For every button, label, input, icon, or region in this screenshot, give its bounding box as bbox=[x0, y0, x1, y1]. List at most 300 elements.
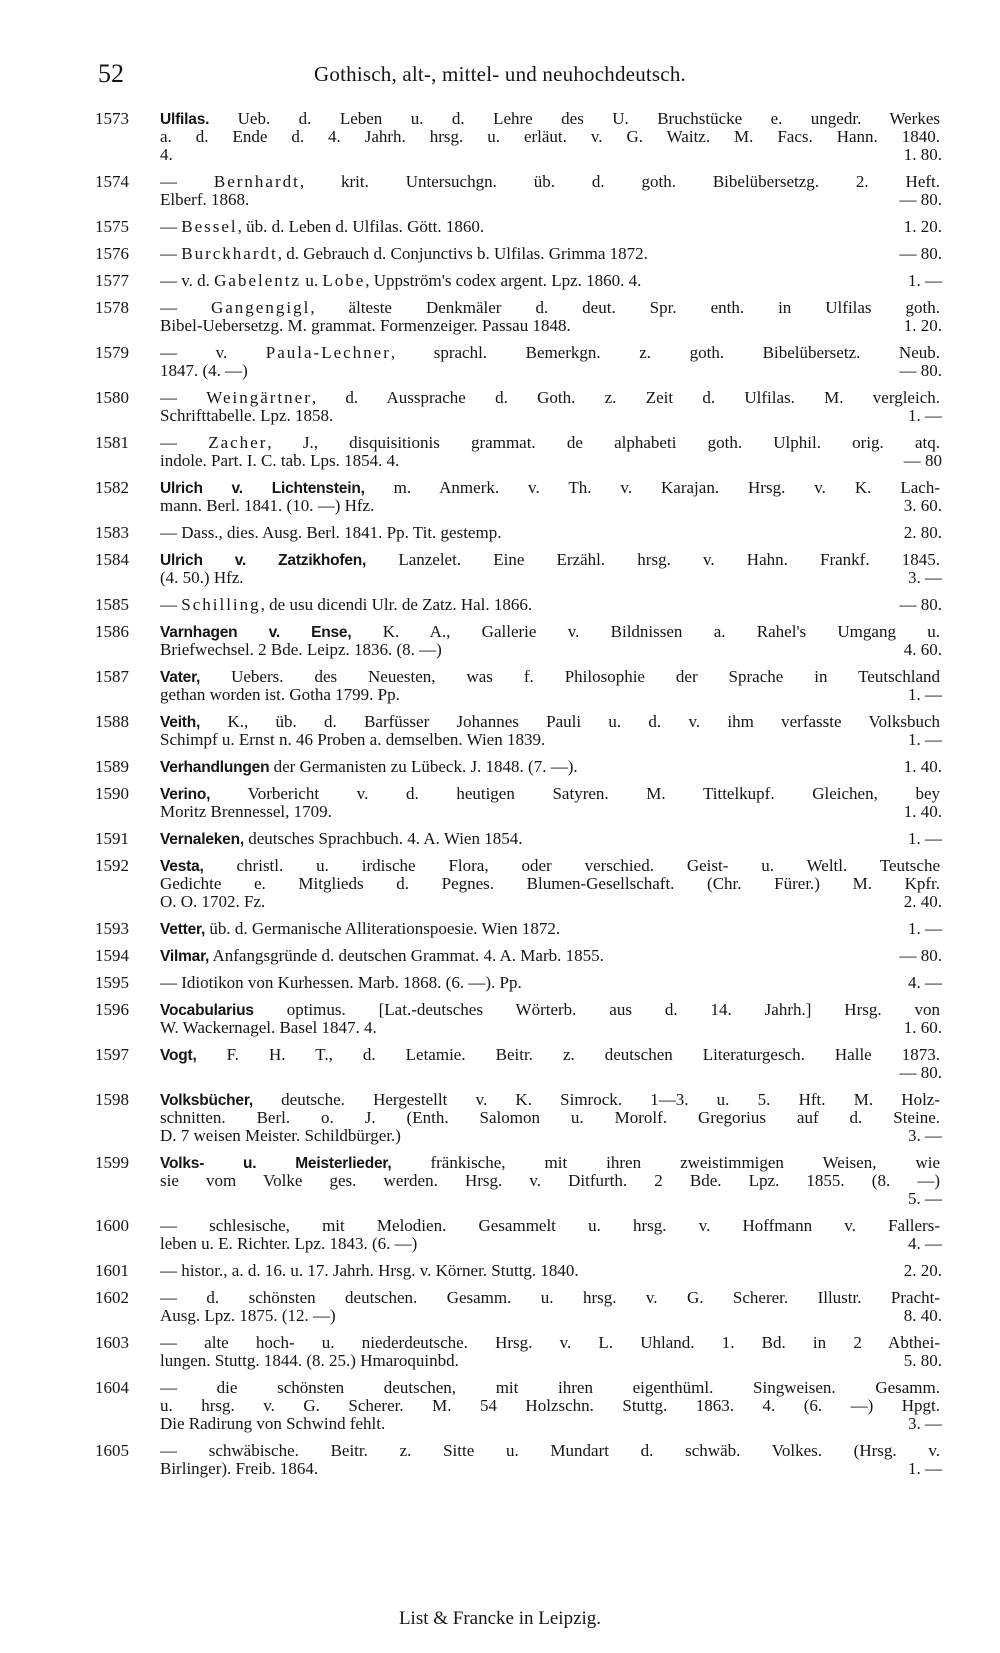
entry-text bbox=[160, 758, 860, 776]
entry-text bbox=[160, 731, 860, 749]
catalog-entry bbox=[0, 830, 1000, 848]
entry-number: 1604 bbox=[95, 1379, 129, 1397]
entry-number: 1591 bbox=[95, 830, 129, 848]
entry-price: 1. 80. bbox=[903, 146, 942, 164]
entry-text bbox=[160, 830, 860, 848]
entry-price: 1. 40. bbox=[903, 803, 942, 821]
entry-text-run: — bbox=[160, 596, 182, 614]
entry-number: 1592 bbox=[95, 857, 129, 875]
catalog-entry bbox=[0, 668, 1000, 704]
catalog-entry bbox=[0, 1154, 1000, 1208]
entry-text bbox=[160, 1127, 860, 1145]
page-number: 52 bbox=[98, 59, 124, 88]
entry-number: 1589 bbox=[95, 758, 129, 776]
entry-text bbox=[160, 1334, 940, 1352]
entry-line bbox=[0, 686, 1000, 704]
entry-text-run: Briefwechsel. 2 Bde. Leipz. 1836. (8. —) bbox=[160, 641, 442, 659]
entry-text-run: , d. Gebrauch d. Conjunctivs b. Ulfilas. Grimma 1872. bbox=[277, 245, 648, 263]
entry-price: — 80 bbox=[903, 452, 942, 470]
catalog-entry bbox=[0, 1046, 1000, 1082]
entry-keyword: Vogt, bbox=[160, 1047, 197, 1064]
entry-price: 3. — bbox=[908, 569, 942, 587]
entry-line bbox=[0, 1001, 1000, 1019]
entry-text-run: , älteste Denkmäler d. deut. Spr. enth. in Ulfilas goth. bbox=[310, 299, 940, 317]
catalog-entry bbox=[0, 479, 1000, 515]
entry-line bbox=[0, 713, 1000, 731]
entry-number: 1601 bbox=[95, 1262, 129, 1280]
entry-line bbox=[0, 1064, 1000, 1082]
entry-text bbox=[160, 686, 860, 704]
catalog-entry bbox=[0, 920, 1000, 938]
entry-line bbox=[0, 668, 1000, 686]
entry-text-run: 4. bbox=[160, 146, 173, 164]
entry-text bbox=[160, 173, 940, 191]
entry-line bbox=[0, 1397, 1000, 1415]
entry-line bbox=[0, 1460, 1000, 1478]
entry-text bbox=[160, 110, 940, 128]
entry-text-run: — Dass., dies. Ausg. Berl. 1841. Pp. Tit. gestemp. bbox=[160, 524, 502, 542]
catalog-entry bbox=[0, 344, 1000, 380]
entry-text-run: , krit. Untersuchgn. üb. d. goth. Bibelübersetzg. 2. Heft. bbox=[299, 173, 940, 191]
entry-line bbox=[0, 191, 1000, 209]
entry-text-run: Moritz Brennessel, 1709. bbox=[160, 803, 332, 821]
entry-text bbox=[160, 1235, 860, 1253]
entry-text bbox=[160, 1001, 940, 1019]
entry-text-run: K. A., Gallerie v. Bildnissen a. Rahel's Umgang u. bbox=[351, 623, 940, 641]
entry-line bbox=[0, 1019, 1000, 1037]
entry-keyword: Vesta, bbox=[160, 858, 204, 875]
entry-price: 1. 20. bbox=[903, 317, 942, 335]
entry-line bbox=[0, 389, 1000, 407]
entry-line bbox=[0, 1415, 1000, 1433]
entry-price: 1. 60. bbox=[903, 1019, 942, 1037]
entry-text-run: optimus. [Lat.-deutsches Wörterb. aus d. 14. Jahrh.] Hrsg. von bbox=[253, 1001, 940, 1019]
catalog-entry bbox=[0, 245, 1000, 263]
catalog-entry bbox=[0, 1262, 1000, 1280]
entry-number: 1600 bbox=[95, 1217, 129, 1235]
entry-keyword: Verhandlungen bbox=[160, 759, 270, 776]
catalog-entry bbox=[0, 596, 1000, 614]
entry-text bbox=[160, 1442, 940, 1460]
entry-number: 1585 bbox=[95, 596, 129, 614]
entry-number: 1596 bbox=[95, 1001, 129, 1019]
author-name: Gangengigl bbox=[210, 299, 311, 317]
entry-line bbox=[0, 947, 1000, 965]
entry-text-run: m. Anmerk. v. Th. v. Karajan. Hrsg. v. K. Lach- bbox=[364, 479, 940, 497]
entry-text-run: sie vom Volke ges. werden. Hrsg. v. Ditfurth. 2 Bde. Lpz. 1855. (8. —) bbox=[160, 1172, 940, 1190]
entry-line bbox=[0, 1190, 1000, 1208]
entry-text bbox=[160, 362, 860, 380]
entry-line bbox=[0, 434, 1000, 452]
entry-line bbox=[0, 524, 1000, 542]
author-name: Bernhardt bbox=[213, 173, 300, 191]
entry-line bbox=[0, 1046, 1000, 1064]
catalog-entry bbox=[0, 389, 1000, 425]
entry-text bbox=[160, 1352, 860, 1370]
entry-text bbox=[160, 389, 940, 407]
entry-text-run: , J., disquisitionis grammat. de alphabeti goth. Ulphil. orig. atq. bbox=[267, 434, 940, 452]
entry-price: 3. 60. bbox=[903, 497, 942, 515]
entry-number: 1582 bbox=[95, 479, 129, 497]
catalog-entry bbox=[0, 299, 1000, 335]
entry-text-run: a. d. Ende d. 4. Jahrh. hrsg. u. erläut. v. G. Waitz. M. Facs. Hann. 1840. bbox=[160, 128, 940, 146]
entry-price: 1. 20. bbox=[903, 218, 942, 236]
catalog-entry bbox=[0, 218, 1000, 236]
entry-line bbox=[0, 218, 1000, 236]
entry-line bbox=[0, 479, 1000, 497]
entry-text bbox=[160, 713, 940, 731]
entry-keyword: Vilmar, bbox=[160, 948, 210, 965]
entry-price: — 80. bbox=[899, 362, 942, 380]
entry-text-run: , de usu dicendi Ulr. de Zatz. Hal. 1866. bbox=[260, 596, 533, 614]
entry-text-run: 1847. (4. —) bbox=[160, 362, 248, 380]
entry-number: 1594 bbox=[95, 947, 129, 965]
entry-number: 1605 bbox=[95, 1442, 129, 1460]
entry-text bbox=[160, 317, 860, 335]
entry-line bbox=[0, 362, 1000, 380]
entry-line bbox=[0, 893, 1000, 911]
entry-text bbox=[160, 245, 860, 263]
author-name: Zacher bbox=[208, 434, 268, 452]
entry-line bbox=[0, 173, 1000, 191]
catalog-entry bbox=[0, 713, 1000, 749]
entry-number: 1580 bbox=[95, 389, 129, 407]
entry-number: 1583 bbox=[95, 524, 129, 542]
entry-price: 4. 60. bbox=[903, 641, 942, 659]
entry-text bbox=[160, 920, 860, 938]
author-name: Lobe bbox=[322, 272, 366, 290]
catalog-entry bbox=[0, 1091, 1000, 1145]
catalog-entry bbox=[0, 785, 1000, 821]
entry-number: 1599 bbox=[95, 1154, 129, 1172]
entry-number: 1577 bbox=[95, 272, 129, 290]
entry-line bbox=[0, 641, 1000, 659]
entry-text-run: Lanzelet. Eine Erzähl. hrsg. v. Hahn. Frankf. 1845. bbox=[366, 551, 940, 569]
author-name: Weingärtner bbox=[206, 389, 312, 407]
entry-number: 1603 bbox=[95, 1334, 129, 1352]
entry-price: 1. — bbox=[908, 686, 942, 704]
entry-number: 1573 bbox=[95, 110, 129, 128]
entry-number: 1576 bbox=[95, 245, 129, 263]
entry-text bbox=[160, 524, 860, 542]
catalog-entry bbox=[0, 974, 1000, 992]
entry-text-run: fränkische, mit ihren zweistimmigen Weisen, wie bbox=[391, 1154, 940, 1172]
author-name: Bessel bbox=[181, 218, 238, 236]
entry-text-run: — histor., a. d. 16. u. 17. Jahrh. Hrsg. v. Körner. Stuttg. 1840. bbox=[160, 1262, 579, 1280]
entry-text-run: — bbox=[160, 245, 182, 263]
entry-number: 1579 bbox=[95, 344, 129, 362]
entry-price: 8. 40. bbox=[903, 1307, 942, 1325]
entry-number: 1595 bbox=[95, 974, 129, 992]
entry-text bbox=[160, 947, 860, 965]
entry-price: 3. — bbox=[908, 1127, 942, 1145]
entry-number: 1586 bbox=[95, 623, 129, 641]
entry-line bbox=[0, 1334, 1000, 1352]
entry-text bbox=[160, 596, 860, 614]
entry-text bbox=[160, 1172, 940, 1190]
entry-text-run: Schimpf u. Ernst n. 46 Proben a. demselben. Wien 1839. bbox=[160, 731, 546, 749]
catalog-entry bbox=[0, 173, 1000, 209]
author-name: Burckhardt bbox=[181, 245, 278, 263]
entry-text bbox=[160, 272, 860, 290]
entry-text-run: mann. Berl. 1841. (10. —) Hfz. bbox=[160, 497, 375, 515]
entry-text bbox=[160, 974, 860, 992]
entry-text bbox=[160, 128, 940, 146]
entry-text-run: O. O. 1702. Fz. bbox=[160, 893, 266, 911]
entry-keyword: Vetter, bbox=[160, 921, 206, 938]
entry-text bbox=[160, 497, 860, 515]
entry-price: 1. — bbox=[908, 407, 942, 425]
entry-keyword: Volksbücher, bbox=[160, 1092, 253, 1109]
entry-text-run: Birlinger). Freib. 1864. bbox=[160, 1460, 319, 1478]
entry-line bbox=[0, 344, 1000, 362]
entry-line bbox=[0, 1154, 1000, 1172]
entry-text-run: Uebers. des Neuesten, was f. Philosophie der Sprache in Teutschland bbox=[200, 668, 940, 686]
entry-line bbox=[0, 1379, 1000, 1397]
entry-text bbox=[160, 1415, 860, 1433]
entry-line bbox=[0, 1289, 1000, 1307]
entry-text-run: F. H. T., d. Letamie. Beitr. z. deutschen Literaturgesch. Halle 1873. bbox=[196, 1046, 940, 1064]
entry-text bbox=[160, 1397, 940, 1415]
entry-text bbox=[160, 803, 860, 821]
entry-text bbox=[160, 641, 860, 659]
entry-keyword: Verino, bbox=[160, 786, 211, 803]
entry-line bbox=[0, 317, 1000, 335]
entry-line bbox=[0, 1109, 1000, 1127]
entry-number: 1593 bbox=[95, 920, 129, 938]
catalog-entry bbox=[0, 1334, 1000, 1370]
entry-text bbox=[160, 1091, 940, 1109]
entry-text bbox=[160, 668, 940, 686]
entry-line bbox=[0, 245, 1000, 263]
entry-text bbox=[160, 479, 940, 497]
entry-text bbox=[160, 407, 860, 425]
entry-keyword: Ulrich v. Lichtenstein, bbox=[160, 480, 365, 497]
entry-text-run: u. bbox=[301, 272, 323, 290]
entry-line bbox=[0, 1127, 1000, 1145]
catalog-entry bbox=[0, 524, 1000, 542]
entry-text bbox=[160, 857, 940, 875]
catalog-entry bbox=[0, 947, 1000, 965]
author-name: Schilling bbox=[181, 596, 261, 614]
entry-text-run: — schlesische, mit Melodien. Gesammelt u. hrsg. v. Hoffmann v. Fallers- bbox=[160, 1217, 940, 1235]
entry-text-run: K., üb. d. Barfüsser Johannes Pauli u. d. v. ihm verfasste Volksbuch bbox=[200, 713, 940, 731]
entry-text-run: indole. Part. I. C. tab. Lps. 1854. 4. bbox=[160, 452, 400, 470]
entry-text-run: Bibel-Uebersetzg. M. grammat. Formenzeiger. Passau 1848. bbox=[160, 317, 571, 335]
entry-text bbox=[160, 551, 940, 569]
entry-text bbox=[160, 1289, 940, 1307]
entry-line bbox=[0, 299, 1000, 317]
entry-line bbox=[0, 569, 1000, 587]
entry-keyword: Ulfilas. bbox=[160, 111, 210, 128]
entry-number: 1587 bbox=[95, 668, 129, 686]
catalog-entry bbox=[0, 272, 1000, 290]
entry-text-run: — Idiotikon von Kurhessen. Marb. 1868. (6. —). Pp. bbox=[160, 974, 522, 992]
catalog-entry bbox=[0, 1379, 1000, 1433]
entry-text bbox=[160, 1379, 940, 1397]
catalog-entry bbox=[0, 434, 1000, 470]
entry-keyword: Vater, bbox=[160, 669, 201, 686]
entry-line bbox=[0, 596, 1000, 614]
entry-text bbox=[160, 623, 940, 641]
entry-price: 4. — bbox=[908, 974, 942, 992]
entry-number: 1602 bbox=[95, 1289, 129, 1307]
entry-text bbox=[160, 569, 860, 587]
entry-price: 1. — bbox=[908, 920, 942, 938]
entry-text-run: — v. d. bbox=[160, 272, 215, 290]
entry-text bbox=[160, 1019, 860, 1037]
entry-price: 2. 40. bbox=[903, 893, 942, 911]
entry-text-run: D. 7 weisen Meister. Schildbürger.) bbox=[160, 1127, 401, 1145]
catalog-entry bbox=[0, 110, 1000, 164]
entry-line bbox=[0, 1091, 1000, 1109]
catalog-entry bbox=[0, 1289, 1000, 1325]
running-head: Gothisch, alt-, mittel- und neuhochdeutsch. bbox=[314, 62, 686, 86]
entry-text bbox=[160, 1109, 940, 1127]
author-name: Gabelentz bbox=[214, 272, 302, 290]
entry-number: 1597 bbox=[95, 1046, 129, 1064]
entry-line bbox=[0, 1172, 1000, 1190]
entry-text-run: , sprachl. Bemerkgn. z. goth. Bibelübersetz. Neub. bbox=[390, 344, 940, 362]
catalog-entry bbox=[0, 758, 1000, 776]
entry-text-run: Ueb. d. Leben u. d. Lehre des U. Bruchstücke e. ungedr. Werkes bbox=[209, 110, 940, 128]
entry-line bbox=[0, 974, 1000, 992]
entry-line bbox=[0, 623, 1000, 641]
entry-text-run: — bbox=[160, 173, 214, 191]
entry-line bbox=[0, 110, 1000, 128]
entry-text-run: der Germanisten zu Lübeck. J. 1848. (7. —). bbox=[269, 758, 578, 776]
entry-text bbox=[160, 1217, 940, 1235]
entry-text-run: (4. 50.) Hfz. bbox=[160, 569, 244, 587]
entry-price: 1. — bbox=[908, 272, 942, 290]
entry-number: 1590 bbox=[95, 785, 129, 803]
entry-text-run: — schwäbische. Beitr. z. Sitte u. Mundart d. schwäb. Volkes. (Hrsg. v. bbox=[160, 1442, 940, 1460]
catalog-entry bbox=[0, 623, 1000, 659]
entry-text-run: Gedichte e. Mitglieds d. Pegnes. Blumen-Gesellschaft. (Chr. Fürer.) M. Kpfr. bbox=[160, 875, 940, 893]
entry-text-run: Vorbericht v. d. heutigen Satyren. M. Tittelkupf. Gleichen, bey bbox=[210, 785, 940, 803]
entry-text-run: — bbox=[160, 218, 182, 236]
entry-text-run: deutsches Sprachbuch. 4. A. Wien 1854. bbox=[243, 830, 523, 848]
entry-text-run: — v. bbox=[160, 344, 266, 362]
entry-text-run: , d. Aussprache d. Goth. z. Zeit d. Ulfilas. M. vergleich. bbox=[311, 389, 940, 407]
entry-line bbox=[0, 1307, 1000, 1325]
entry-price: — 80. bbox=[899, 596, 942, 614]
entry-line bbox=[0, 128, 1000, 146]
entry-line bbox=[0, 146, 1000, 164]
entry-text bbox=[160, 434, 940, 452]
entry-number: 1575 bbox=[95, 218, 129, 236]
author-name: Paula-Lechner bbox=[265, 344, 391, 362]
entry-price: — 80. bbox=[899, 1064, 942, 1082]
entry-text-run: — d. schönsten deutschen. Gesamm. u. hrsg. v. G. Scherer. Illustr. Pracht- bbox=[160, 1289, 940, 1307]
entry-keyword: Vocabularius bbox=[160, 1002, 254, 1019]
entry-text-run: schnitten. Berl. o. J. (Enth. Salomon u. Morolf. Gregorius auf d. Steine. bbox=[160, 1109, 940, 1127]
entry-text bbox=[160, 299, 940, 317]
entry-text bbox=[160, 1307, 860, 1325]
entry-text-run: üb. d. Germanische Alliterationspoesie. Wien 1872. bbox=[205, 920, 561, 938]
entry-text bbox=[160, 875, 940, 893]
entry-text-run: — bbox=[160, 389, 207, 407]
entry-keyword: Ulrich v. Zatzikhofen, bbox=[160, 552, 367, 569]
entry-price: 1. — bbox=[908, 731, 942, 749]
entry-line bbox=[0, 857, 1000, 875]
entry-text-run: , üb. d. Leben d. Ulfilas. Gött. 1860. bbox=[237, 218, 485, 236]
entry-price: 1. — bbox=[908, 1460, 942, 1478]
entry-price: 5. 80. bbox=[903, 1352, 942, 1370]
entry-line bbox=[0, 758, 1000, 776]
entry-keyword: Vernaleken, bbox=[160, 831, 244, 848]
entry-text bbox=[160, 1460, 860, 1478]
entry-number: 1581 bbox=[95, 434, 129, 452]
entry-text bbox=[160, 1262, 860, 1280]
entry-text bbox=[160, 191, 860, 209]
entry-price: — 80. bbox=[899, 947, 942, 965]
entry-line bbox=[0, 1217, 1000, 1235]
entry-text bbox=[160, 146, 860, 164]
entry-text bbox=[160, 344, 940, 362]
entry-line bbox=[0, 452, 1000, 470]
entry-text bbox=[160, 893, 860, 911]
entry-text-run: — bbox=[160, 434, 209, 452]
entry-text-run: gethan worden ist. Gotha 1799. Pp. bbox=[160, 686, 400, 704]
entry-text-run: — alte hoch- u. niederdeutsche. Hrsg. v. L. Uhland. 1. Bd. in 2 Abthei- bbox=[160, 1334, 940, 1352]
publisher-footer: List & Francke in Leipzig. bbox=[398, 1608, 602, 1629]
entry-price: 3. — bbox=[908, 1415, 942, 1433]
entry-text-run: leben u. E. Richter. Lpz. 1843. (6. —) bbox=[160, 1235, 418, 1253]
entry-text-run: — die schönsten deutschen, mit ihren eigenthüml. Singweisen. Gesamm. bbox=[160, 1379, 940, 1397]
entry-text-run: — bbox=[160, 299, 211, 317]
entry-keyword: Volks- u. Meisterlieder, bbox=[160, 1155, 392, 1172]
entry-text bbox=[160, 785, 940, 803]
entry-line bbox=[0, 551, 1000, 569]
entry-price: 1. — bbox=[908, 830, 942, 848]
entry-number: 1578 bbox=[95, 299, 129, 317]
entry-text-run: u. hrsg. v. G. Scherer. M. 54 Holzschn. Stuttg. 1863. 4. (6. —) Hpgt. bbox=[160, 1397, 940, 1415]
entry-text-run: Die Radirung von Schwind fehlt. bbox=[160, 1415, 386, 1433]
entry-line bbox=[0, 1235, 1000, 1253]
entry-price: 4. — bbox=[908, 1235, 942, 1253]
entry-price: 2. 80. bbox=[903, 524, 942, 542]
catalog-entry bbox=[0, 551, 1000, 587]
entry-text-run: W. Wackernagel. Basel 1847. 4. bbox=[160, 1019, 377, 1037]
entry-line bbox=[0, 803, 1000, 821]
page-header bbox=[0, 54, 1000, 94]
catalog-entry bbox=[0, 1442, 1000, 1478]
entry-line bbox=[0, 875, 1000, 893]
entry-text-run: Schrifttabelle. Lpz. 1858. bbox=[160, 407, 334, 425]
entry-text-run: Anfangsgründe d. deutschen Grammat. 4. A. Marb. 1855. bbox=[209, 947, 604, 965]
entry-price: 5. — bbox=[908, 1190, 942, 1208]
entry-text-run: deutsche. Hergestellt v. K. Simrock. 1—3. u. 5. Hft. M. Holz- bbox=[252, 1091, 940, 1109]
entry-price: 2. 20. bbox=[903, 1262, 942, 1280]
entry-text-run: lungen. Stuttg. 1844. (8. 25.) Hmaroquinbd. bbox=[160, 1352, 459, 1370]
entry-line bbox=[0, 731, 1000, 749]
entry-text bbox=[160, 218, 860, 236]
entry-text bbox=[160, 1046, 940, 1064]
entry-line bbox=[0, 497, 1000, 515]
entry-number: 1584 bbox=[95, 551, 129, 569]
entry-text-run: Ausg. Lpz. 1875. (12. —) bbox=[160, 1307, 336, 1325]
entry-keyword: Varnhagen v. Ense, bbox=[160, 624, 352, 641]
entry-line bbox=[0, 920, 1000, 938]
catalog-entry bbox=[0, 1001, 1000, 1037]
entry-price: — 80. bbox=[899, 245, 942, 263]
entry-line bbox=[0, 1442, 1000, 1460]
entry-line bbox=[0, 1262, 1000, 1280]
entry-price: — 80. bbox=[899, 191, 942, 209]
entry-text bbox=[160, 452, 860, 470]
entry-text bbox=[160, 1154, 940, 1172]
